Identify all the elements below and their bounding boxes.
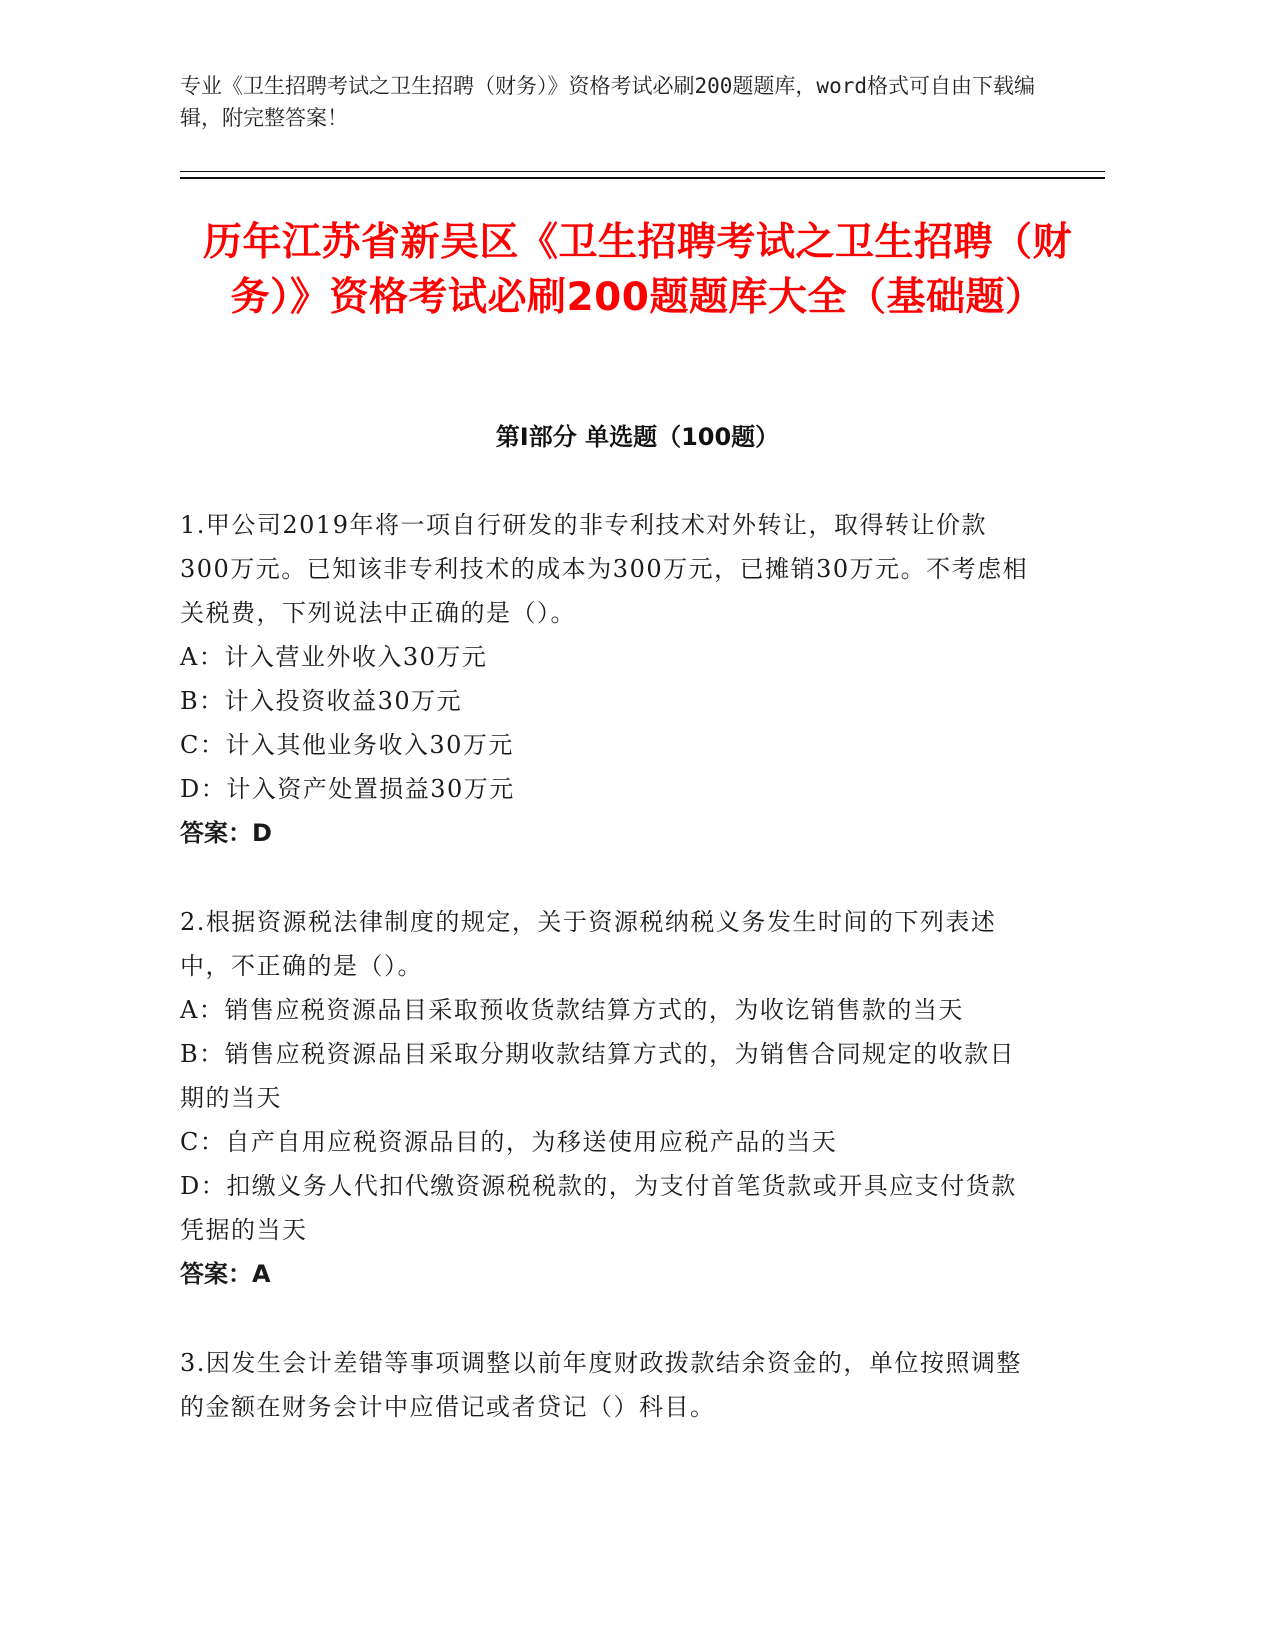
option-c: C：自产自用应税资源品目的，为移送使用应税产品的当天 — [180, 1128, 838, 1156]
header-note: 专业《卫生招聘考试之卫生招聘（财务）》资格考试必刷200题题库，word格式可自由下载编辑，附完整答案！ — [180, 74, 1035, 130]
document-title: 历年江苏省新吴区《卫生招聘考试之卫生招聘（财务）》资格考试必刷200题题库大全（基础题） — [202, 220, 1072, 320]
option-b: B：计入投资收益30万元 — [180, 687, 463, 715]
question-stem: 3.因发生会计差错等事项调整以前年度财政拨款结余资金的，单位按照调整的金额在财务会计中应借记或者贷记（）科目。 — [180, 1349, 1022, 1421]
option-b: B：销售应税资源品目采取分期收款结算方式的，为销售合同规定的收款日期的当天 — [180, 1040, 1016, 1112]
question-stem: 2.根据资源税法律制度的规定，关于资源税纳税义务发生时间的下列表述中，不正确的是（）。 — [180, 908, 997, 980]
question-item — [180, 503, 1035, 855]
option-a: A：销售应税资源品目采取预收货款结算方式的，为收讫销售款的当天 — [180, 996, 964, 1024]
answer: 答案：D — [180, 819, 272, 847]
header-divider-thick — [180, 177, 1105, 179]
question-list — [180, 503, 1035, 1474]
option-c: C：计入其他业务收入30万元 — [180, 731, 514, 759]
answer: 答案：A — [180, 1260, 271, 1288]
option-d: D：计入资产处置损益30万元 — [180, 775, 515, 803]
header-divider-thin — [180, 171, 1105, 172]
option-d: D：扣缴义务人代扣代缴资源税税款的，为支付首笔货款或开具应支付货款凭据的当天 — [180, 1172, 1017, 1244]
question-item — [180, 900, 1035, 1296]
question-stem: 1.甲公司2019年将一项自行研发的非专利技术对外转让，取得转让价款300万元。已知该非专利技术的成本为300万元，已摊销30万元。不考虑相关税费，下列说法中正确的是（）。 — [180, 511, 1029, 627]
option-a: A：计入营业外收入30万元 — [180, 643, 488, 671]
section-title: 第I部分 单选题（100题） — [495, 423, 780, 451]
question-item — [180, 1341, 1035, 1429]
